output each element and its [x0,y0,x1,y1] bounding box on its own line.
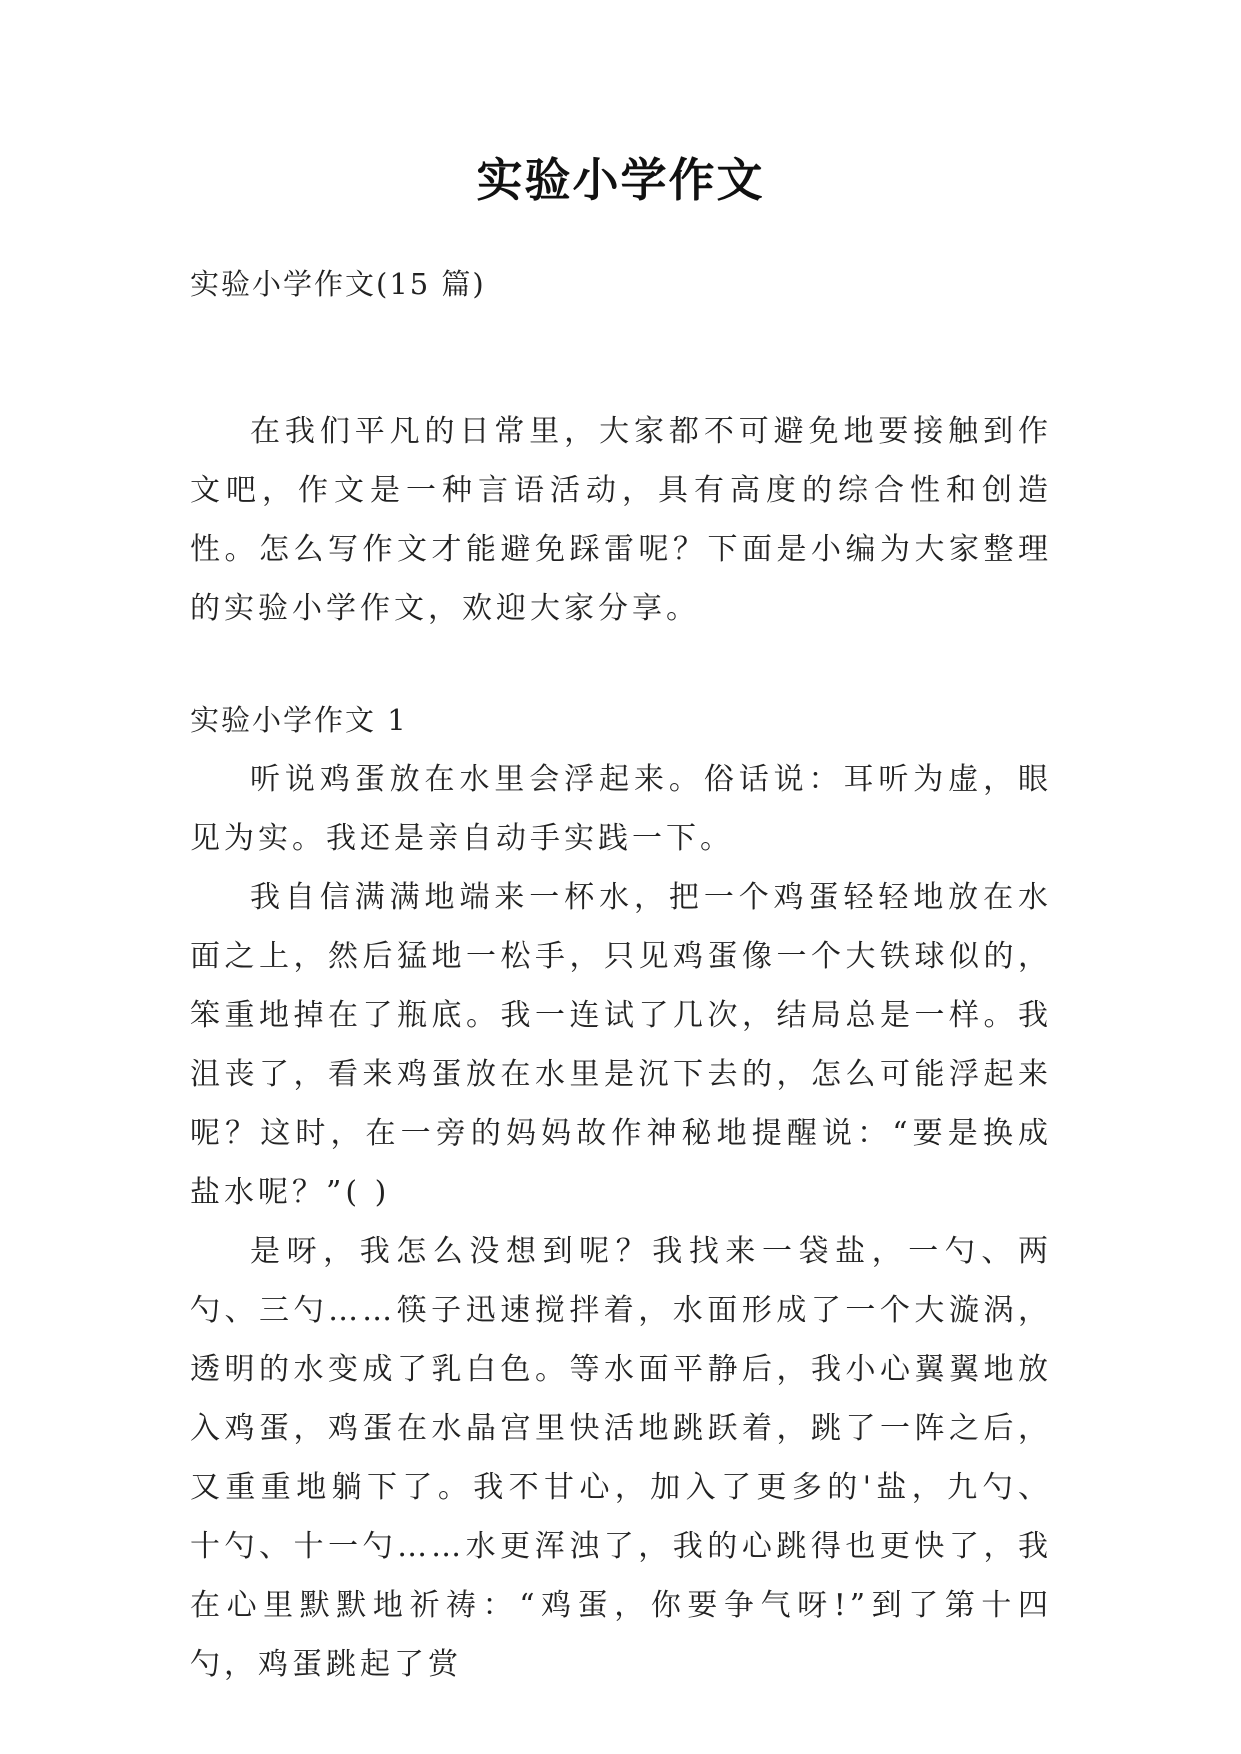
essay-paragraph: 是呀，我怎么没想到呢？我找来一袋盐，一勺、两勺、三勺……筷子迅速搅拌着，水面形成了一个大漩涡，透明的水变成了乳白色。等水面平静后，我小心翼翼地放入鸡蛋，鸡蛋在水晶宫里快活地跳跃着，跳了一阵之后，又重重地躺下了。我不甘心，加入了更多的'盐，九勺、十勺、十一勺……水更浑浊了，我的心跳得也更快了，我在心里默默地祈祷：“鸡蛋，你要争气呀!”到了第十四勺，鸡蛋跳起了赏 [190,1234,1052,1682]
essay-body [190,750,1052,1694]
document-title: 实验小学作文 [476,153,765,207]
intro-block [190,402,1052,638]
essay-paragraph: 听说鸡蛋放在水里会浮起来。俗话说：耳听为虚，眼见为实。我还是亲自动手实践一下。 [190,762,1052,856]
essay-paragraph: 我自信满满地端来一杯水，把一个鸡蛋轻轻地放在水面之上，然后猛地一松手，只见鸡蛋像一个大铁球似的，笨重地掉在了瓶底。我一连试了几次，结局总是一样。我沮丧了，看来鸡蛋放在水里是沉下去的，怎么可能浮起来呢？这时，在一旁的妈妈故作神秘地提醒说：“要是换成盐水呢？”( ) [190,880,1052,1210]
intro-paragraph: 在我们平凡的日常里，大家都不可避免地要接触到作文吧，作文是一种言语活动，具有高度的综合性和创造性。怎么写作文才能避免踩雷呢？下面是小编为大家整理的实验小学作文，欢迎大家分享。 [190,414,1052,626]
document-subtitle: 实验小学作文(15 篇) [190,267,486,301]
section-heading: 实验小学作文 1 [190,703,408,737]
